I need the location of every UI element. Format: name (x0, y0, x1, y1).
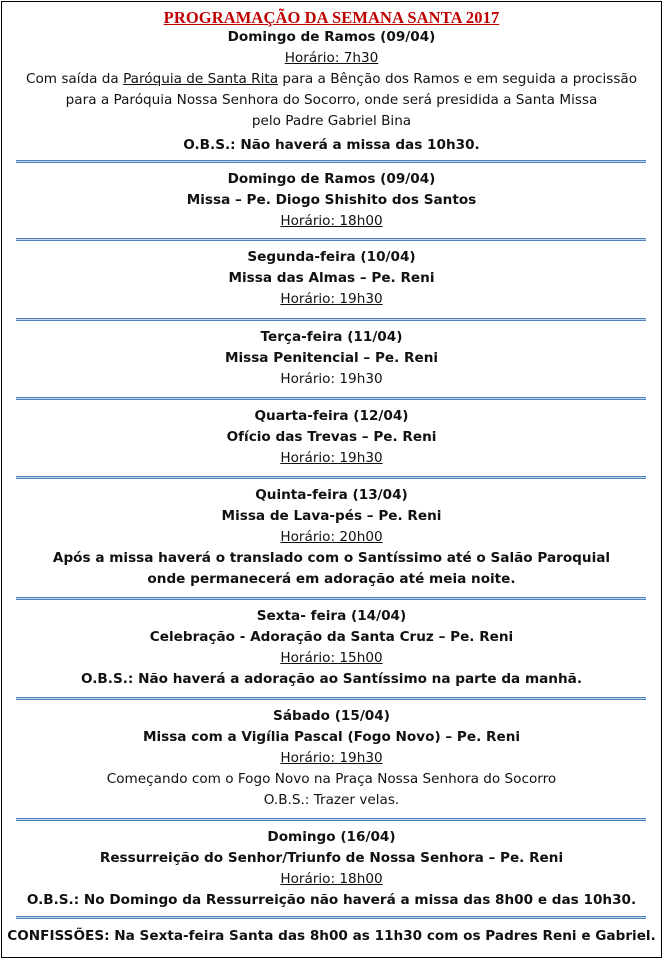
mass-title: Missa de Lava-pés – Pe. Reni (221, 508, 442, 524)
description-line: para a Paróquia Nossa Senhora do Socorro, onde será presidida a Santa Missa (65, 92, 598, 108)
day-heading: Quinta-feira (13/04) (255, 487, 408, 503)
time-label: Horário: 15h00 (280, 650, 383, 666)
page-title: PROGRAMAÇÃO DA SEMANA SANTA 2017 (163, 8, 500, 27)
time-label: Horário: 7h30 (284, 50, 379, 66)
note-line: onde permanecerá em adoração até meia noite. (147, 571, 516, 587)
section-monday (2, 247, 661, 310)
day-heading: Sexta- feira (14/04) (256, 608, 407, 624)
section-saturday (2, 706, 661, 811)
mass-title: Missa com a Vigília Pascal (Fogo Novo) – Pe. Reni (142, 729, 521, 745)
time-label: Horário: 19h30 (280, 750, 383, 766)
day-heading: Segunda-feira (10/04) (247, 249, 416, 265)
mass-title: Ressurreição do Senhor/Triunfo de Nossa Senhora – Pe. Reni (99, 850, 564, 866)
time-label: Horário: 18h00 (280, 213, 383, 229)
confessions-note (2, 926, 661, 947)
section-divider (16, 160, 646, 163)
mass-title: Missa – Pe. Diogo Shishito dos Santos (186, 192, 477, 208)
confessions-text: CONFISSÕES: Na Sexta-feira Santa das 8h00 as 11h30 com os Padres Reni e Gabriel. (7, 928, 656, 944)
day-heading: Quarta-feira (12/04) (254, 408, 409, 424)
mass-title: Missa das Almas – Pe. Reni (228, 270, 435, 286)
time-label: Horário: 18h00 (280, 871, 383, 887)
description-line: Com saída da Paróquia de Santa Rita para a Bênção dos Ramos e em seguida a procissão (25, 71, 638, 87)
obs-note: O.B.S.: Não haverá a adoração ao Santíssimo na parte da manhã. (81, 671, 582, 687)
note-line: Após a missa haverá o translado com o Santíssimo até o Salão Paroquial (52, 550, 611, 566)
section-divider (16, 697, 646, 700)
parish-link-text: Paróquia de Santa Rita (123, 71, 279, 87)
day-heading: Domingo de Ramos (09/04) (227, 171, 436, 187)
section-palm-sunday-evening (2, 169, 661, 232)
section-divider (16, 818, 646, 821)
section-palm-sunday-morning (2, 27, 661, 156)
section-divider (16, 476, 646, 479)
time-label: Horário: 19h30 (280, 371, 383, 387)
section-divider (16, 318, 646, 321)
day-heading: Terça-feira (11/04) (260, 329, 403, 345)
section-friday (2, 606, 661, 690)
obs-note: O.B.S.: Não haverá a missa das 10h30. (183, 137, 480, 153)
section-wednesday (2, 406, 661, 469)
day-heading: Domingo de Ramos (09/04) (227, 29, 436, 45)
mass-title: Celebração - Adoração da Santa Cruz – Pe. Reni (149, 629, 514, 645)
section-divider (16, 238, 646, 241)
section-thursday (2, 485, 661, 590)
section-tuesday (2, 327, 661, 390)
section-divider (16, 397, 646, 400)
mass-title: Missa Penitencial – Pe. Reni (224, 350, 439, 366)
note-line: O.B.S.: Trazer velas. (263, 792, 400, 808)
section-divider (16, 916, 646, 919)
note-line: Começando com o Fogo Novo na Praça Nossa Senhora do Socorro (106, 771, 557, 787)
time-label: Horário: 19h30 (280, 450, 383, 466)
section-easter-sunday (2, 827, 661, 911)
day-heading: Domingo (16/04) (267, 829, 396, 845)
section-divider (16, 597, 646, 600)
schedule-document (1, 1, 662, 958)
time-label: Horário: 19h30 (280, 291, 383, 307)
day-heading: Sábado (15/04) (273, 708, 390, 724)
obs-note: O.B.S.: No Domingo da Ressurreição não haverá a missa das 8h00 e das 10h30. (26, 892, 637, 908)
time-label: Horário: 20h00 (280, 529, 383, 545)
mass-title: Ofício das Trevas – Pe. Reni (226, 429, 437, 445)
description-line: pelo Padre Gabriel Bina (251, 113, 412, 129)
